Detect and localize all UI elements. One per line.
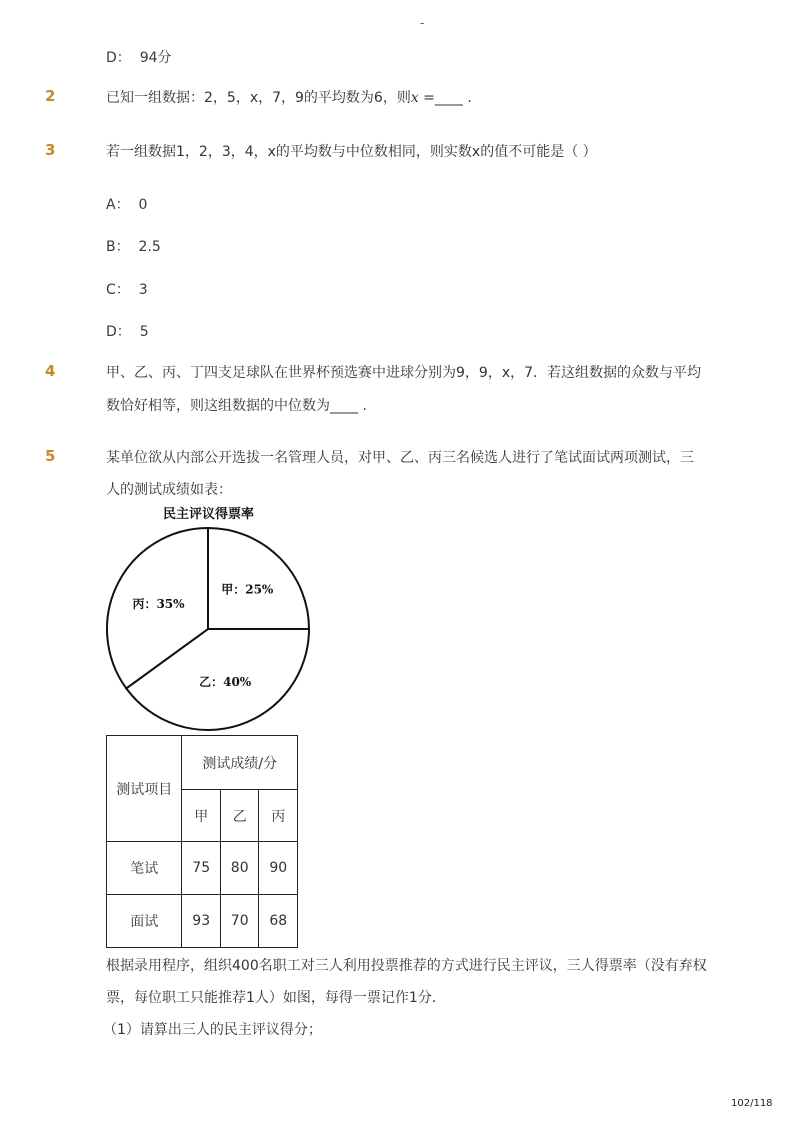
q3-option-b [106, 236, 161, 256]
question-number-5: 5 [45, 447, 56, 465]
q1-option-d [106, 47, 172, 67]
option-letter: C： [106, 282, 130, 298]
question-number-3: 3 [45, 141, 56, 159]
pie-label-yi: 乙：40% [199, 674, 252, 689]
question-2-blank: =____ . [418, 90, 472, 106]
group-header-cell: 测试成绩/分 [182, 736, 298, 790]
table-cell: 90 [259, 842, 298, 895]
score-table [106, 735, 298, 948]
pie-label-jia: 甲：25% [221, 582, 274, 597]
question-5-line1: 某单位欲从内部公开选拔一名管理人员，对甲、乙、丙三名候选人进行了笔试面试两项测试，三 [106, 450, 694, 466]
question-4-line1: 甲、乙、丙、丁四支足球队在世界杯预选赛中进球分别为9，9，x，7．若这组数据的众数与平均 [106, 365, 702, 381]
question-5-after-line1: 根据录用程序，组织400名职工对三人利用投票推荐的方式进行民主评议，三人得票率（没有弃权 [106, 958, 707, 974]
row-header-cell: 测试项目 [107, 736, 182, 842]
chart-title: 民主评议得票率 [163, 507, 255, 522]
question-2-stem: 已知一组数据：2，5，x，7，9的平均数为6，则 [106, 90, 411, 106]
table-cell: 80 [220, 842, 259, 895]
option-letter: B： [106, 239, 130, 255]
option-letter: D： [106, 50, 131, 66]
column-header-yi: 乙 [220, 790, 259, 842]
question-5-after-line2: 票，每位职工只能推荐1人）如图，每得一票记作1分． [106, 990, 446, 1006]
option-value: 0 [138, 197, 148, 213]
option-value: 94分 [139, 50, 172, 66]
q3-option-c [106, 279, 148, 299]
table-cell: 68 [259, 895, 298, 948]
table-row [107, 842, 298, 895]
question-5-line2: 人的测试成绩如表： [106, 482, 232, 498]
option-value: 3 [138, 282, 148, 298]
table-row [107, 895, 298, 948]
column-header-jia: 甲 [182, 790, 221, 842]
page-number: 102/118 [731, 1098, 773, 1109]
table-cell: 93 [182, 895, 221, 948]
question-number-4: 4 [45, 362, 56, 380]
table-cell: 70 [220, 895, 259, 948]
q3-option-a [106, 194, 147, 214]
question-number-2: 2 [45, 87, 56, 105]
option-letter: A： [106, 197, 130, 213]
q3-option-d [106, 321, 149, 341]
pie-label-bing: 丙：35% [132, 596, 185, 611]
option-value: 5 [139, 324, 149, 340]
question-5-sub1: （1）请算出三人的民主评议得分； [103, 1022, 322, 1038]
row-label: 面试 [107, 895, 182, 948]
question-2-text [106, 88, 472, 108]
vote-pie-chart [100, 522, 322, 734]
pie-slices [107, 528, 309, 730]
option-letter: D： [106, 324, 131, 340]
math-var: x [410, 90, 419, 106]
option-value: 2.5 [138, 239, 161, 255]
table-cell: 75 [182, 842, 221, 895]
question-4-line2: 数恰好相等，则这组数据的中位数为____ . [106, 398, 367, 414]
column-header-bing: 丙 [259, 790, 298, 842]
pie-slice-jia [208, 528, 309, 629]
question-3-text: 若一组数据1，2，3，4，x的平均数与中位数相同，则实数x的值不可能是（ ） [106, 144, 597, 160]
row-label: 笔试 [107, 842, 182, 895]
header-mark: - [420, 16, 425, 30]
